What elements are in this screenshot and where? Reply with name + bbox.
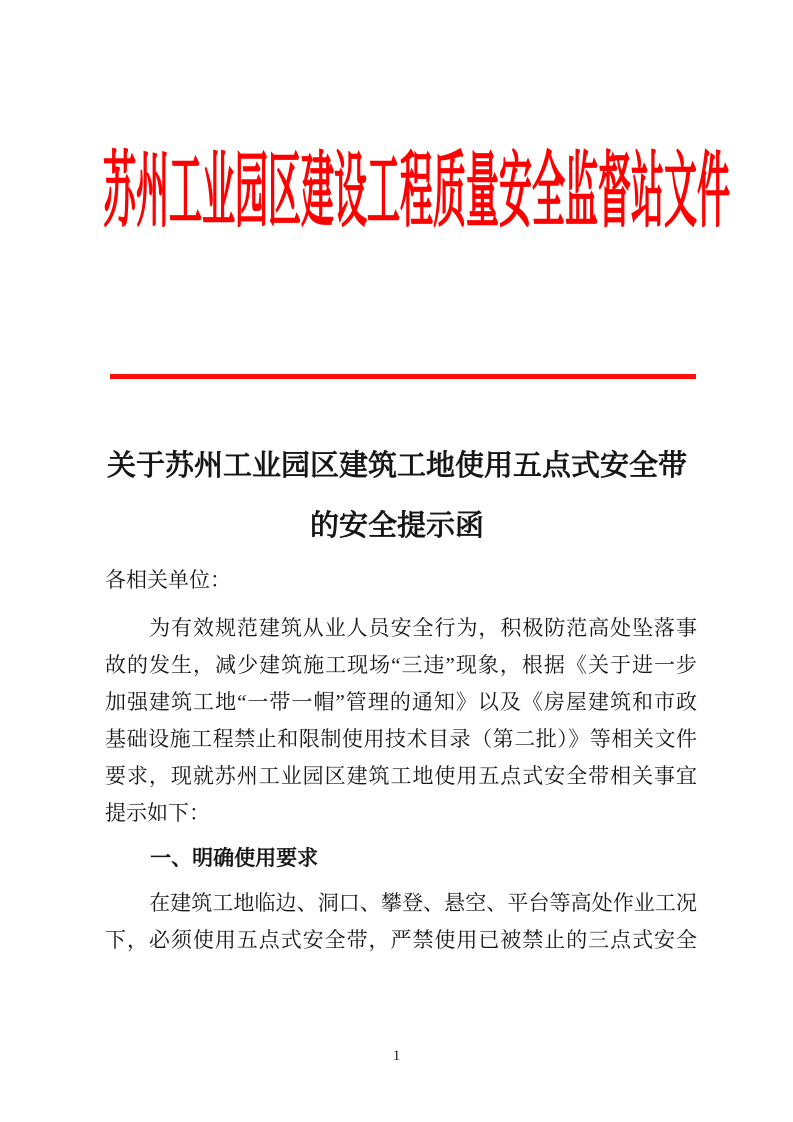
document-title-line1: 关于苏州工业园区建筑工地使用五点式安全带 xyxy=(106,450,687,482)
document-title xyxy=(99,436,695,556)
paragraph-2-line: 下，必须使用五点式安全带，严禁使用已被禁止的三点式安全 xyxy=(105,928,697,952)
salutation: 各相关单位： xyxy=(105,568,231,592)
paragraph-1-line: 基础设施工程禁止和限制使用技术目录（第二批）》等相关文件 xyxy=(105,727,697,751)
paragraph-1-line: 要求，现就苏州工业园区建筑工地使用五点式安全带相关事宜 xyxy=(105,764,697,788)
letterhead-org-title: 苏州工业园区建设工程质量安全监督站文件 xyxy=(103,149,730,239)
paragraph-1-line: 加强建筑工地“一带一帽”管理的通知》以及《房屋建筑和市政 xyxy=(105,690,697,714)
paragraph-2 xyxy=(105,885,697,959)
red-separator-line xyxy=(110,374,696,379)
paragraph-1-line: 故的发生，减少建筑施工现场“三违”现象，根据《关于进一步 xyxy=(105,653,697,677)
paragraph-1-line: 为有效规范建筑从业人员安全行为，积极防范高处坠落事 xyxy=(149,616,697,640)
paragraph-1 xyxy=(105,610,697,832)
page-number: 1 xyxy=(392,1048,401,1064)
document-body xyxy=(105,562,697,959)
document-title-line2: 的安全提示函 xyxy=(309,510,484,542)
section-1-heading: 一、明确使用要求 xyxy=(150,847,319,870)
paragraph-1-line: 提示如下： xyxy=(105,801,210,825)
paragraph-2-line: 在建筑工地临边、洞口、攀登、悬空、平台等高处作业工况 xyxy=(149,891,697,915)
